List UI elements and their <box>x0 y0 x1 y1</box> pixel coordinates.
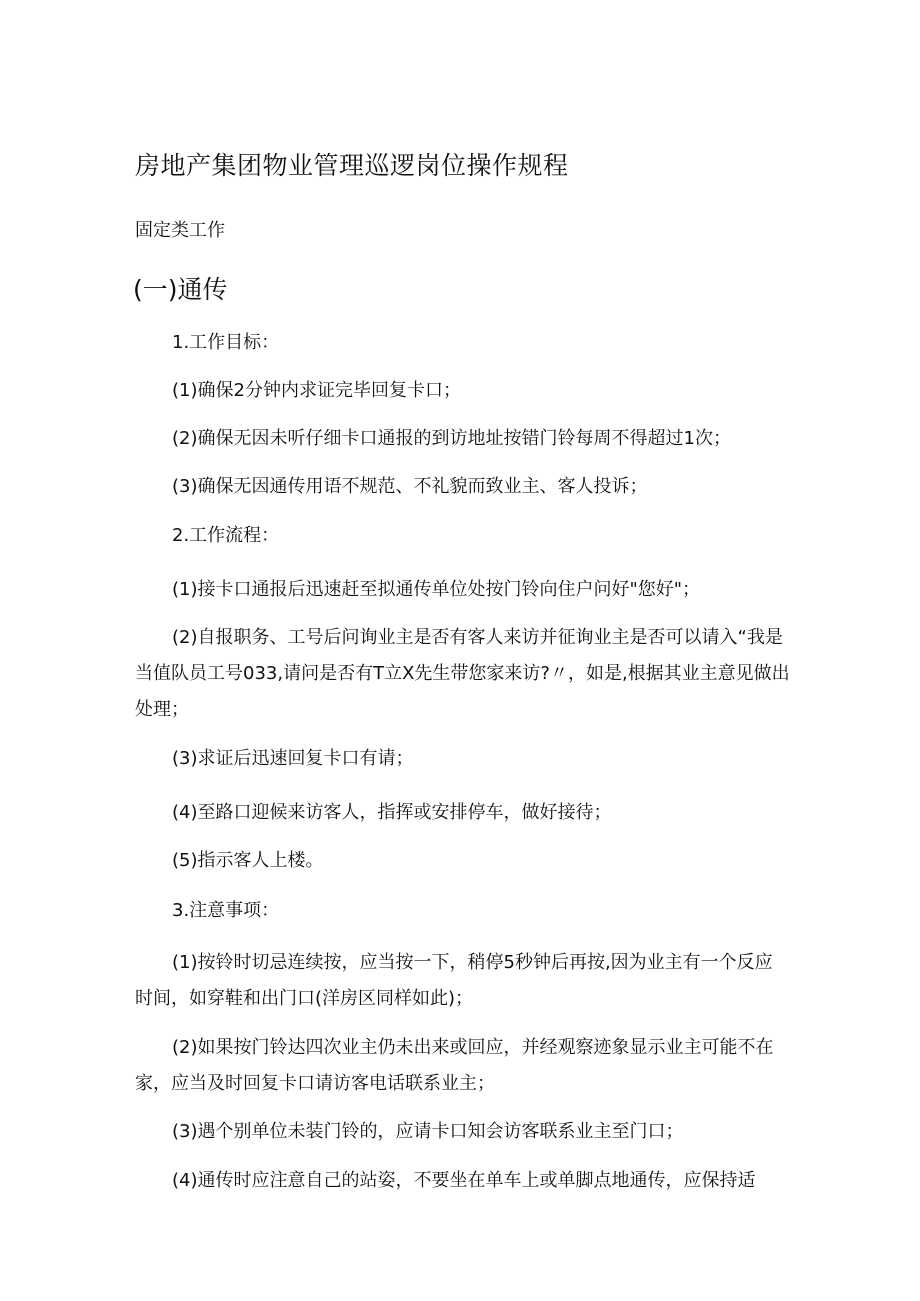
paragraph: (4)通传时应注意自己的站姿，不要坐在单车上或单脚点地通传，应保持适 <box>172 1170 756 1191</box>
paragraph: (5)指示客人上楼。 <box>172 850 324 871</box>
paragraph: 1.工作目标： <box>172 332 280 353</box>
paragraph: 3.注意事项： <box>172 900 280 921</box>
subsection-heading: (一)通传 <box>133 275 228 304</box>
paragraph: (2)自报职务、工号后问询业主是否有客人来访并征询业主是否可以请入“我是当值队员工号033,请问是否有T立X先生带您家来访?〃，如是,根据其业主意见做出处理； <box>135 627 790 720</box>
section-label: 固定类工作 <box>135 220 225 241</box>
paragraph: (4)至路口迎候来访客人，指挥或安排停车，做好接待； <box>172 802 612 823</box>
paragraph: (3)遇个别单位未装门铃的，应请卡口知会访客联系业主至门口； <box>172 1121 684 1142</box>
paragraph: (1)接卡口通报后迅速赶至拟通传单位处按门铃向住户问好"您好"； <box>172 579 701 600</box>
document-title: 房地产集团物业管理巡逻岗位操作规程 <box>135 151 569 180</box>
paragraph: (2)确保无因未听仔细卡口通报的到访地址按错门铃每周不得超过1次； <box>172 428 731 449</box>
paragraph: (3)确保无因通传用语不规范、不礼貌而致业主、客人投诉； <box>172 476 648 497</box>
paragraph: (2)如果按门铃达四次业主仍未出来或回应，并经观察迹象显示业主可能不在家，应当及时回复卡口请访客电话联系业主； <box>135 1037 774 1094</box>
paragraph: (1)按铃时切忌连续按，应当按一下，稍停5秒钟后再按,因为业主有一个反应时间，如穿鞋和出门口(洋房区同样如此)； <box>135 952 773 1009</box>
paragraph: (3)求证后迅速回复卡口有请； <box>172 748 414 769</box>
paragraph: 2.工作流程： <box>172 525 280 546</box>
paragraph: (1)确保2分钟内求证完毕回复卡口； <box>172 380 461 401</box>
